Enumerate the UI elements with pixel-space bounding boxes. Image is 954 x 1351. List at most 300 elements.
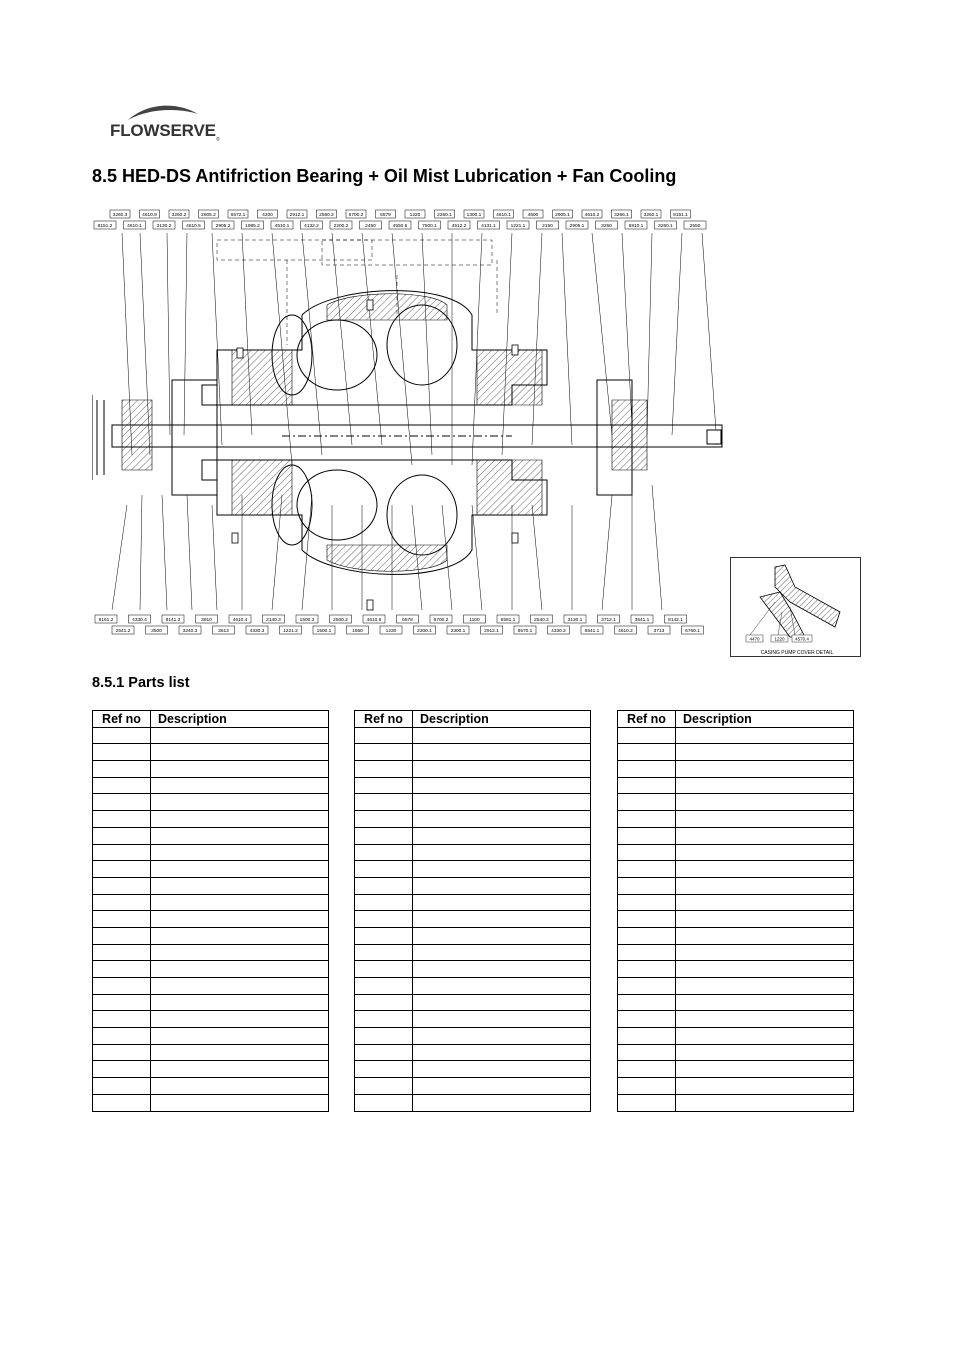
description-cell xyxy=(413,1011,591,1028)
callout-text: 1500.3 xyxy=(299,618,315,623)
table-row xyxy=(618,961,854,978)
casing-pump-cover-detail xyxy=(730,557,861,657)
description-cell xyxy=(151,861,329,878)
callout-text: 2905.1 xyxy=(555,213,570,218)
callout-label xyxy=(242,221,264,229)
callout-label xyxy=(140,210,160,218)
callout-text: 3260.1 xyxy=(658,224,673,229)
callout-text: 1985.2 xyxy=(245,224,260,229)
callout-label xyxy=(566,221,588,229)
description-cell xyxy=(413,1078,591,1095)
ref-no-cell xyxy=(618,1061,676,1078)
ref-no-cell xyxy=(618,861,676,878)
table-row xyxy=(93,1028,329,1045)
detail-callouts xyxy=(746,635,812,642)
description-cell xyxy=(676,744,854,761)
callout-text: 2912.1 xyxy=(484,629,499,634)
description-cell xyxy=(413,1061,591,1078)
table-row xyxy=(618,777,854,794)
callout-text: 3266.1 xyxy=(614,213,629,218)
table-row xyxy=(355,1028,591,1045)
table-row xyxy=(93,978,329,995)
callout-label xyxy=(389,221,411,229)
table-row xyxy=(93,861,329,878)
casing xyxy=(172,291,632,575)
callout-label xyxy=(507,221,529,229)
table-row xyxy=(355,794,591,811)
ref-no-cell xyxy=(618,1078,676,1095)
callout-label xyxy=(347,626,369,634)
table-row xyxy=(618,827,854,844)
callout-label xyxy=(112,626,134,634)
ref-no-cell xyxy=(355,727,413,744)
table-row xyxy=(618,1078,854,1095)
description-cell xyxy=(676,994,854,1011)
description-cell xyxy=(151,1011,329,1028)
callout-label xyxy=(582,210,602,218)
callout-text: 6579 xyxy=(380,213,391,218)
table-row xyxy=(93,811,329,828)
table-row xyxy=(618,944,854,961)
callout-label xyxy=(258,210,278,218)
table-row xyxy=(93,961,329,978)
callout-text: 3500 xyxy=(151,629,162,634)
callout-text: 4512.2 xyxy=(451,224,467,229)
description-cell xyxy=(413,994,591,1011)
callout-label xyxy=(124,221,146,229)
callout-text: 2905.2 xyxy=(215,224,231,229)
description-cell xyxy=(676,827,854,844)
callout-label xyxy=(553,210,573,218)
callout-label xyxy=(287,210,307,218)
detail-label: 4470 xyxy=(749,636,760,642)
bottom-callout-labels xyxy=(95,615,704,634)
top-callout-labels xyxy=(94,210,706,229)
table-header-row xyxy=(93,711,329,728)
table-row xyxy=(93,844,329,861)
ref-no-cell xyxy=(93,744,151,761)
callout-text: 2300.1 xyxy=(450,629,466,634)
callout-label xyxy=(317,210,337,218)
description-cell xyxy=(413,978,591,995)
ref-no-cell xyxy=(355,844,413,861)
ref-no-cell xyxy=(93,727,151,744)
callout-label xyxy=(625,221,647,229)
description-cell xyxy=(676,944,854,961)
description-cell xyxy=(151,727,329,744)
callout-text: 4610.1 xyxy=(127,224,142,229)
ref-no-cell xyxy=(618,994,676,1011)
callout-label xyxy=(514,626,536,634)
ref-no-cell xyxy=(618,978,676,995)
ref-no-cell xyxy=(355,927,413,944)
table-row xyxy=(355,994,591,1011)
callout-text: 6760.1 xyxy=(685,629,700,634)
ref-no-cell xyxy=(355,961,413,978)
callout-label xyxy=(523,210,543,218)
table-row xyxy=(355,894,591,911)
table-row xyxy=(618,811,854,828)
callout-text: 3910 xyxy=(201,618,212,623)
description-cell xyxy=(151,877,329,894)
ref-no-header: Ref no xyxy=(618,711,676,728)
description-cell xyxy=(151,744,329,761)
description-cell xyxy=(413,1044,591,1061)
callout-text: 6578 xyxy=(402,618,413,623)
parts-table-2 xyxy=(354,710,591,1112)
callout-label xyxy=(435,210,455,218)
callout-text: 4131.1 xyxy=(481,224,496,229)
description-cell xyxy=(151,827,329,844)
description-cell xyxy=(151,844,329,861)
table-row xyxy=(355,978,591,995)
description-cell xyxy=(151,978,329,995)
callout-label xyxy=(301,221,323,229)
callout-label xyxy=(497,615,519,623)
ref-no-cell xyxy=(355,1078,413,1095)
callout-label xyxy=(376,210,396,218)
callout-text: 2905.2 xyxy=(201,213,216,218)
description-cell xyxy=(413,894,591,911)
ref-no-cell xyxy=(618,777,676,794)
ref-no-cell xyxy=(355,827,413,844)
callout-label xyxy=(464,210,484,218)
description-cell xyxy=(676,1044,854,1061)
callout-text: 1221.1 xyxy=(510,224,526,229)
callout-text: 3613 xyxy=(218,629,229,634)
callout-text: 7500.1 xyxy=(422,224,437,229)
ref-no-cell xyxy=(355,944,413,961)
callout-label xyxy=(478,221,500,229)
callout-label xyxy=(183,221,205,229)
description-cell xyxy=(413,1028,591,1045)
ref-no-cell xyxy=(93,761,151,778)
description-cell xyxy=(676,811,854,828)
ref-no-cell xyxy=(618,794,676,811)
callout-label xyxy=(94,221,116,229)
table-row xyxy=(355,761,591,778)
callout-label xyxy=(146,626,168,634)
ref-no-cell xyxy=(355,1028,413,1045)
callout-text: 2912.1 xyxy=(289,213,305,218)
table-row xyxy=(618,994,854,1011)
description-cell xyxy=(413,744,591,761)
table-row xyxy=(355,811,591,828)
ref-no-cell xyxy=(355,1011,413,1028)
callout-text: 4610.6 xyxy=(366,618,382,623)
description-cell xyxy=(676,978,854,995)
ref-no-cell xyxy=(93,1061,151,1078)
callout-label xyxy=(363,615,385,623)
callout-label xyxy=(448,221,470,229)
ref-no-cell xyxy=(355,877,413,894)
ref-no-cell xyxy=(93,978,151,995)
callout-text: 2560.2 xyxy=(319,213,334,218)
callout-label xyxy=(682,626,704,634)
description-cell xyxy=(676,1028,854,1045)
callout-label xyxy=(313,626,335,634)
ref-no-cell xyxy=(93,1044,151,1061)
ref-no-cell xyxy=(355,794,413,811)
callout-text: 2540.2 xyxy=(534,618,549,623)
callout-label xyxy=(162,615,184,623)
table-row xyxy=(93,894,329,911)
ref-no-cell xyxy=(355,744,413,761)
callout-label xyxy=(296,615,318,623)
logo-text: FLOWSERVE xyxy=(110,121,216,140)
callout-text: 3713 xyxy=(653,629,665,634)
ref-no-cell xyxy=(93,777,151,794)
callout-label xyxy=(153,221,175,229)
ref-no-cell xyxy=(93,961,151,978)
description-cell xyxy=(151,1028,329,1045)
table-row xyxy=(93,827,329,844)
table-row xyxy=(618,861,854,878)
callout-text: 8161.2 xyxy=(98,618,114,623)
callout-text: 3260.3 xyxy=(112,213,128,218)
table-row xyxy=(618,744,854,761)
table-row xyxy=(618,1044,854,1061)
callout-text: 6570.1 xyxy=(517,629,533,634)
parts-list-heading: 8.5.1 Parts list xyxy=(92,675,190,691)
callout-text: 1650 xyxy=(352,629,363,634)
table-row xyxy=(93,911,329,928)
ref-no-cell xyxy=(618,911,676,928)
callout-label xyxy=(494,210,514,218)
ref-no-cell xyxy=(618,927,676,944)
description-cell xyxy=(676,1078,854,1095)
table-header-row xyxy=(355,711,591,728)
detail-label: 1220 xyxy=(774,636,785,642)
table-row xyxy=(618,1061,854,1078)
callout-label xyxy=(612,210,632,218)
table-row xyxy=(618,911,854,928)
ref-no-cell xyxy=(355,911,413,928)
callout-text: 6572.1 xyxy=(230,213,246,218)
description-cell xyxy=(413,727,591,744)
callout-text: 4550.6 xyxy=(392,224,408,229)
callout-label xyxy=(464,615,486,623)
callout-label xyxy=(596,221,618,229)
callout-label xyxy=(447,626,469,634)
ref-no-cell xyxy=(93,994,151,1011)
callout-label xyxy=(564,615,586,623)
ref-no-cell xyxy=(93,911,151,928)
callout-text: 6700.2 xyxy=(348,213,364,218)
callout-text: 1100 xyxy=(469,618,480,623)
table-row xyxy=(355,861,591,878)
callout-text: 2450 xyxy=(365,224,376,229)
table-row xyxy=(93,727,329,744)
description-cell xyxy=(676,927,854,944)
description-cell xyxy=(676,1061,854,1078)
callout-label xyxy=(655,221,677,229)
callout-label xyxy=(129,615,151,623)
table-row xyxy=(355,1061,591,1078)
ref-no-cell xyxy=(618,761,676,778)
flowserve-logo xyxy=(108,100,228,148)
callout-text: 2200.2 xyxy=(333,224,349,229)
callout-label xyxy=(648,626,670,634)
table-row xyxy=(355,844,591,861)
ref-no-cell xyxy=(93,1094,151,1111)
callout-text: 4330.2 xyxy=(551,629,566,634)
ref-no-cell xyxy=(618,844,676,861)
callout-text: 4510.1 xyxy=(274,224,290,229)
description-cell xyxy=(151,1061,329,1078)
table-row xyxy=(93,1011,329,1028)
callout-label xyxy=(213,626,235,634)
callout-text: 4610.2 xyxy=(618,629,633,634)
callout-text: 3260.2 xyxy=(171,213,187,218)
callout-label xyxy=(380,626,402,634)
ref-no-cell xyxy=(618,1011,676,1028)
callout-label xyxy=(684,221,706,229)
description-cell xyxy=(413,794,591,811)
logo-swoosh-icon xyxy=(128,106,198,120)
ref-no-cell xyxy=(355,1094,413,1111)
table-row xyxy=(93,1094,329,1111)
table-row xyxy=(93,761,329,778)
callout-label xyxy=(581,626,603,634)
description-cell xyxy=(151,961,329,978)
description-cell xyxy=(151,927,329,944)
dashed-outlines xyxy=(217,240,497,345)
table-row xyxy=(355,927,591,944)
ref-no-cell xyxy=(618,1028,676,1045)
ref-no-cell xyxy=(355,994,413,1011)
callout-label xyxy=(179,626,201,634)
description-cell xyxy=(676,877,854,894)
description-cell xyxy=(151,1078,329,1095)
description-cell xyxy=(676,1011,854,1028)
table-row xyxy=(355,1011,591,1028)
callout-label xyxy=(631,615,653,623)
callout-text: 4610.5 xyxy=(186,224,201,229)
description-cell xyxy=(413,811,591,828)
callout-text: 4610.4 xyxy=(232,618,248,623)
callout-text: 1230 xyxy=(385,629,397,634)
callout-text: 6700.2 xyxy=(433,618,449,623)
ref-no-cell xyxy=(618,727,676,744)
description-cell xyxy=(151,777,329,794)
callout-text: 4600 xyxy=(527,213,539,218)
ref-no-cell xyxy=(618,961,676,978)
callout-text: 1221.2 xyxy=(283,629,298,634)
table-row xyxy=(93,1078,329,1095)
description-cell xyxy=(676,794,854,811)
callout-text: 2500.2 xyxy=(333,618,348,623)
description-cell xyxy=(676,911,854,928)
callout-text: 8151.1 xyxy=(673,213,688,218)
callout-text: 1300.1 xyxy=(466,213,482,218)
callout-text: 1220 xyxy=(409,213,421,218)
description-cell xyxy=(413,961,591,978)
detail-label: 4570.4 xyxy=(795,636,809,642)
callout-label xyxy=(397,615,419,623)
ref-no-cell xyxy=(618,944,676,961)
description-cell xyxy=(676,727,854,744)
table-row xyxy=(618,761,854,778)
callout-label xyxy=(229,615,251,623)
description-cell xyxy=(413,877,591,894)
detail-caption: CASING PUMP COVER DETAIL xyxy=(760,650,834,656)
callout-label xyxy=(665,615,687,623)
ref-no-cell xyxy=(93,1078,151,1095)
callout-text: 8141.2 xyxy=(165,618,181,623)
table-row xyxy=(93,944,329,961)
ref-no-cell xyxy=(355,861,413,878)
description-cell xyxy=(413,911,591,928)
callout-label xyxy=(671,210,691,218)
ref-no-cell xyxy=(618,827,676,844)
description-cell xyxy=(151,944,329,961)
ref-no-cell xyxy=(618,811,676,828)
table-row xyxy=(355,727,591,744)
callout-text: 2260.1 xyxy=(437,213,452,218)
callout-text: 1500.1 xyxy=(316,629,332,634)
description-cell xyxy=(413,827,591,844)
callout-label xyxy=(598,615,620,623)
callout-text: 2550 xyxy=(689,224,701,229)
callout-text: 3130.1 xyxy=(567,618,583,623)
table-row xyxy=(618,927,854,944)
callout-label xyxy=(212,221,234,229)
table-row xyxy=(93,877,329,894)
callout-label xyxy=(330,221,352,229)
callout-label xyxy=(228,210,248,218)
ref-no-cell xyxy=(93,1011,151,1028)
description-cell xyxy=(151,911,329,928)
callout-label xyxy=(405,210,425,218)
hatched-sections xyxy=(122,294,647,572)
table-header-row xyxy=(618,711,854,728)
description-header: Description xyxy=(676,711,854,728)
description-cell xyxy=(413,944,591,961)
ref-no-cell xyxy=(618,1044,676,1061)
ref-no-cell xyxy=(93,794,151,811)
callout-text: 2905.1 xyxy=(569,224,585,229)
table-row xyxy=(355,944,591,961)
callout-text: 6810.1 xyxy=(628,224,644,229)
table-row xyxy=(355,1044,591,1061)
callout-label xyxy=(169,210,189,218)
description-cell xyxy=(413,777,591,794)
description-cell xyxy=(151,894,329,911)
callout-text: 4610.9 xyxy=(142,213,157,218)
callout-text: 3130.2 xyxy=(156,224,172,229)
callout-text: 2140.3 xyxy=(266,618,281,623)
table-row xyxy=(618,1011,854,1028)
table-row xyxy=(355,744,591,761)
table-row xyxy=(93,794,329,811)
ref-no-cell xyxy=(618,894,676,911)
ref-no-header: Ref no xyxy=(355,711,413,728)
callout-label xyxy=(196,615,218,623)
description-header: Description xyxy=(151,711,329,728)
callout-label xyxy=(537,221,559,229)
callout-text: 2150 xyxy=(542,224,553,229)
callout-text: 4330.3 xyxy=(249,629,265,634)
callout-text: 3250 xyxy=(601,224,612,229)
callout-text: 4610.1 xyxy=(496,213,511,218)
callout-text: 2300.1 xyxy=(417,629,432,634)
callout-text: 8151.2 xyxy=(97,224,113,229)
callout-label xyxy=(346,210,366,218)
description-cell xyxy=(151,1094,329,1111)
description-cell xyxy=(676,861,854,878)
callout-text: 8142.1 xyxy=(668,618,683,623)
